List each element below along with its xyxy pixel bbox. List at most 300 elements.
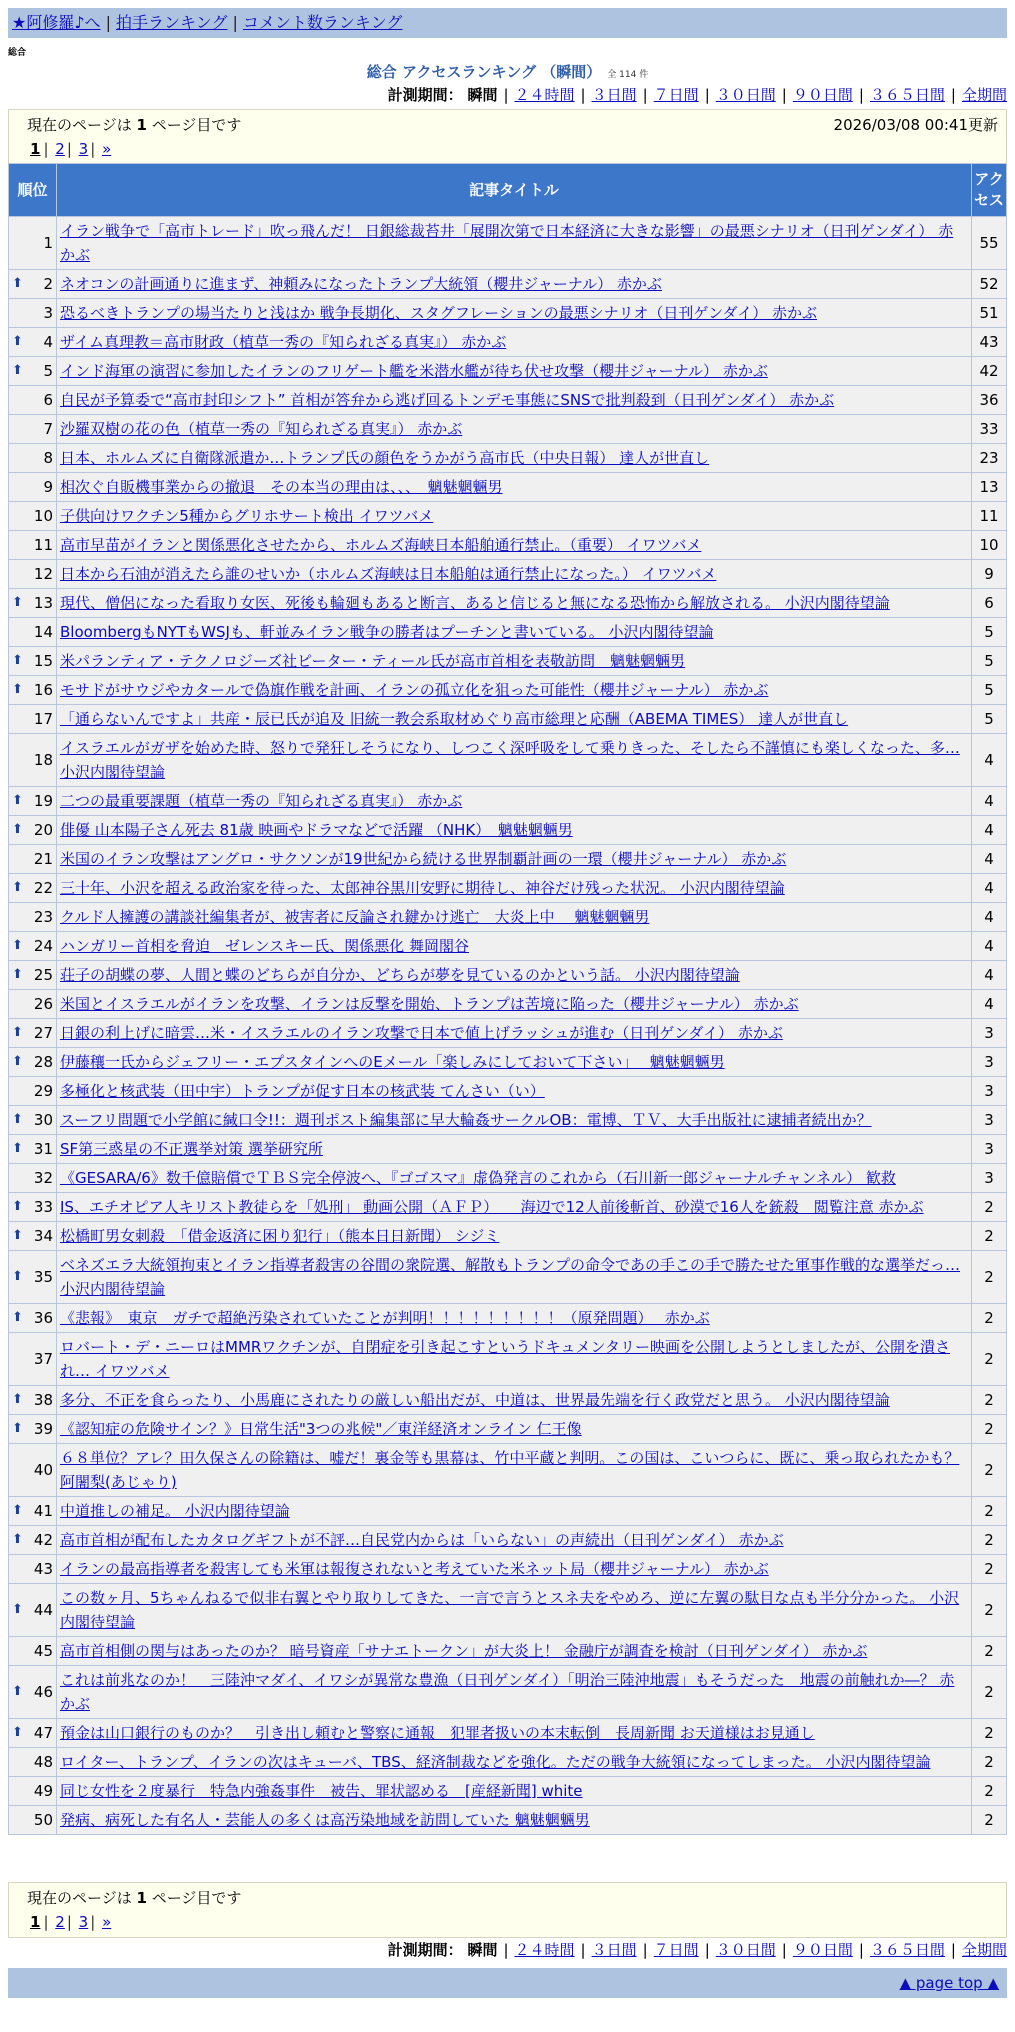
rank-cell xyxy=(9,874,57,903)
title-cell xyxy=(57,1748,972,1777)
table-row xyxy=(9,217,1007,270)
page-links: 1 | 2 | 3 | » xyxy=(30,140,112,158)
rank-number: 17 xyxy=(33,710,53,728)
access-count: 2 xyxy=(972,1333,1007,1386)
article-link[interactable]: 俳優 山本陽子さん死去 81歳 映画やドラマなどで活躍 （NHK） 魑魅魍魎男 xyxy=(60,821,573,839)
up-arrow-icon: ⬆ xyxy=(12,793,23,808)
period-link-90d[interactable]: ９０日間 xyxy=(792,86,853,104)
article-link[interactable]: イランの最高指導者を殺害しても米軍は報復されないと考えていた米ネット局（櫻井ジャーナル） 赤かぶ xyxy=(60,1560,769,1578)
article-link[interactable]: 米国とイスラエルがイランを攻撃、イランは反撃を開始、トランプは苦境に陥った（櫻井ジャーナル） 赤かぶ xyxy=(60,995,799,1013)
article-link[interactable]: 《認知症の危険サイン？》日常生活"3つの兆候"／東洋経済オンライン 仁王像 xyxy=(60,1420,582,1438)
title-cell xyxy=(57,647,972,676)
title-cell xyxy=(57,217,972,270)
rank-cell xyxy=(9,1135,57,1164)
title-cell xyxy=(57,357,972,386)
access-count: 3 xyxy=(972,1106,1007,1135)
rank-cell xyxy=(9,217,57,270)
article-link[interactable]: 沙羅双樹の花の色（植草一秀の『知られざる真実』） 赤かぶ xyxy=(60,420,463,438)
access-count: 36 xyxy=(972,386,1007,415)
title-cell xyxy=(57,1526,972,1555)
up-arrow-icon: ⬆ xyxy=(12,1503,23,1518)
rank-cell xyxy=(9,705,57,734)
rank-cell xyxy=(9,502,57,531)
title-cell xyxy=(57,1666,972,1719)
title-cell xyxy=(57,1584,972,1637)
page-link-2[interactable]: 2 xyxy=(55,140,65,158)
table-row xyxy=(9,531,1007,560)
table-row xyxy=(9,903,1007,932)
period-link-all[interactable]: 全期間 xyxy=(961,1941,1007,1959)
page-next-link[interactable]: » xyxy=(102,140,112,158)
title-cell xyxy=(57,932,972,961)
article-link[interactable]: ネオコンの計画通りに進まず、神頼みになったトランプ大統領（櫻井ジャーナル） 赤かぶ xyxy=(60,275,662,293)
article-link[interactable]: 二つの最重要課題（植草一秀の『知られざる真実』） 赤かぶ xyxy=(60,792,463,810)
article-link[interactable]: 子供向けワクチン5種からグリホサート検出 イワツバメ xyxy=(60,507,434,525)
table-row xyxy=(9,932,1007,961)
period-link-30d[interactable]: ３０日間 xyxy=(715,86,776,104)
access-count: 55 xyxy=(972,217,1007,270)
up-arrow-icon: ⬆ xyxy=(12,682,23,697)
table-row xyxy=(9,270,1007,299)
table-row xyxy=(9,1526,1007,1555)
article-link[interactable]: 自民が予算委で“高市封印シフト” 首相が答弁から逃げ回るトンデモ事態にSNSで批判殺到（日刊ゲンダイ） 赤かぶ xyxy=(60,391,835,409)
article-link[interactable]: 高市首相側の関与はあったのか？ 暗号資産「サナエトークン」が大炎上！ 金融庁が調査を検討（日刊ゲンダイ） 赤かぶ xyxy=(60,1642,868,1660)
access-count: 11 xyxy=(972,502,1007,531)
rank-number: 1 xyxy=(43,234,53,252)
article-link[interactable]: ロイター、トランプ、イランの次はキューバ、TBS、経済制裁などを強化。ただの戦争大統領になってしまった。 小沢内閣待望論 xyxy=(60,1753,931,1771)
rank-number: 33 xyxy=(33,1198,53,1216)
rank-cell xyxy=(9,328,57,357)
up-arrow-icon: ⬆ xyxy=(12,1392,23,1407)
article-link[interactable]: ハンガリー首相を脅迫 ゼレンスキー氏、関係悪化 舞岡閣谷 xyxy=(60,937,469,955)
access-count: 4 xyxy=(972,932,1007,961)
access-count: 2 xyxy=(972,1719,1007,1748)
access-count: 2 xyxy=(972,1666,1007,1719)
rank-cell xyxy=(9,1251,57,1304)
table-row xyxy=(9,1386,1007,1415)
page-link-3[interactable]: 3 xyxy=(78,140,89,158)
rank-cell xyxy=(9,1748,57,1777)
table-row xyxy=(9,1019,1007,1048)
table-header-row xyxy=(9,164,1007,217)
access-count: 2 xyxy=(972,1777,1007,1806)
rank-number: 38 xyxy=(33,1391,53,1409)
rank-number: 49 xyxy=(33,1782,53,1800)
up-arrow-icon: ⬆ xyxy=(12,363,23,378)
access-count: 33 xyxy=(972,415,1007,444)
access-count: 2 xyxy=(972,1497,1007,1526)
access-count: 3 xyxy=(972,1164,1007,1193)
table-row xyxy=(9,1666,1007,1719)
period-link-24h[interactable]: ２４時間 xyxy=(514,1941,575,1959)
article-link[interactable]: 日本から石油が消えたら誰のせいか（ホルムズ海峡は日本船舶は通行禁止になった。） イワツバメ xyxy=(60,565,717,583)
table-row xyxy=(9,845,1007,874)
table-row xyxy=(9,705,1007,734)
table-row xyxy=(9,787,1007,816)
up-arrow-icon: ⬆ xyxy=(12,653,23,668)
access-count: 5 xyxy=(972,647,1007,676)
access-count: 4 xyxy=(972,903,1007,932)
access-count: 10 xyxy=(972,531,1007,560)
rank-number: 30 xyxy=(33,1111,53,1129)
rank-cell xyxy=(9,270,57,299)
article-link[interactable]: 日銀の利上げに暗雲…米・イスラエルのイラン攻撃で日本で値上げラッシュが進む（日刊ゲンダイ） 赤かぶ xyxy=(60,1024,783,1042)
table-row xyxy=(9,328,1007,357)
table-row xyxy=(9,1251,1007,1304)
title-cell xyxy=(57,386,972,415)
nav-link-comment-ranking[interactable]: コメント数ランキング xyxy=(242,13,403,32)
page-next-link[interactable]: » xyxy=(102,1913,112,1931)
title-cell xyxy=(57,874,972,903)
table-row xyxy=(9,299,1007,328)
article-link[interactable]: 《悲報》 東京 ガチで超絶汚染されていたことが判明！！！！！！！！！（原発問題） 赤かぶ xyxy=(60,1309,710,1327)
article-link[interactable]: 米国のイラン攻撃はアングロ・サクソンが19世紀から続ける世界制覇計画の一環（櫻井ジャーナル） 赤かぶ xyxy=(60,850,787,868)
access-count: 42 xyxy=(972,357,1007,386)
up-arrow-icon: ⬆ xyxy=(12,1725,23,1740)
rank-number: 32 xyxy=(33,1169,53,1187)
table-row xyxy=(9,1048,1007,1077)
rank-number: 45 xyxy=(33,1642,53,1660)
title-cell xyxy=(57,787,972,816)
access-count: 3 xyxy=(972,1135,1007,1164)
title-cell xyxy=(57,961,972,990)
title-cell xyxy=(57,1806,972,1835)
access-count: 2 xyxy=(972,1251,1007,1304)
rank-number: 29 xyxy=(33,1082,53,1100)
access-count: 2 xyxy=(972,1637,1007,1666)
article-link[interactable]: ロバート・デ・ニーロはMMRワクチンが、自閉症を引き起こすというドキュメンタリー映画を公開しようとしましたが、公開を潰され… イワツバメ xyxy=(60,1338,950,1380)
article-link[interactable]: インド海軍の演習に参加したイランのフリゲート艦を米潜水艦が待ち伏せ攻撃（櫻井ジャーナル） 赤かぶ xyxy=(60,362,768,380)
rank-number: 42 xyxy=(33,1531,53,1549)
up-arrow-icon: ⬆ xyxy=(12,822,23,837)
article-link[interactable]: 多分、不正を食らったり、小馬鹿にされたりの厳しい船出だが、中道は、世界最先端を行く政党だと思う。 小沢内閣待望論 xyxy=(60,1391,890,1409)
rank-cell xyxy=(9,415,57,444)
rank-cell xyxy=(9,647,57,676)
title-cell xyxy=(57,1222,972,1251)
rank-number: 25 xyxy=(33,966,53,984)
period-link-7d[interactable]: ７日間 xyxy=(653,86,699,104)
rank-cell xyxy=(9,589,57,618)
table-row xyxy=(9,734,1007,787)
period-selector-bottom: 計測期間： 瞬間 | ２４時間 | ３日間 | ７日間 | ３０日間 | ９０日間 | ３６５日間 | 全期間 xyxy=(387,1941,1007,1959)
up-arrow-icon: ⬆ xyxy=(12,938,23,953)
rank-cell xyxy=(9,676,57,705)
rank-number: 24 xyxy=(33,937,53,955)
up-arrow-icon: ⬆ xyxy=(12,334,23,349)
period-selector-top: 計測期間： 瞬間 | ２４時間 | ３日間 | ７日間 | ３０日間 | ９０日間 | ３６５日間 | 全期間 xyxy=(387,86,1007,104)
up-arrow-icon: ⬆ xyxy=(12,1269,23,1284)
rank-cell xyxy=(9,1719,57,1748)
up-arrow-icon: ⬆ xyxy=(12,1025,23,1040)
title-cell xyxy=(57,1106,972,1135)
category-label: 総合 xyxy=(8,48,27,58)
page-top-link[interactable]: ▲ page top ▲ xyxy=(899,1974,999,1992)
period-link-7d[interactable]: ７日間 xyxy=(653,1941,699,1959)
table-row xyxy=(9,1077,1007,1106)
article-link[interactable]: この数ヶ月、5ちゃんねるで似非右翼とやり取りしてきた、一言で言うとスネ夫をやめろ、逆に左翼の駄目な点も半分分かった。 小沢内閣待望論 xyxy=(60,1589,960,1631)
access-count: 3 xyxy=(972,1048,1007,1077)
period-link-3d[interactable]: ３日間 xyxy=(591,86,637,104)
rank-number: 46 xyxy=(33,1683,53,1701)
up-arrow-icon: ⬆ xyxy=(12,1112,23,1127)
title-cell xyxy=(57,1164,972,1193)
access-count: 5 xyxy=(972,676,1007,705)
rank-number: 12 xyxy=(33,565,53,583)
up-arrow-icon: ⬆ xyxy=(12,1532,23,1547)
ranking-title-block xyxy=(0,62,1015,85)
table-row xyxy=(9,1415,1007,1444)
rank-number: 18 xyxy=(33,751,53,769)
article-link[interactable]: これは前兆なのか！ 三陸沖マダイ、イワシが異常な豊漁（日刊ゲンダイ）「明治三陸沖地震」もそうだった 地震の前触れか―？ 赤かぶ xyxy=(60,1671,955,1713)
table-row xyxy=(9,357,1007,386)
nav-link-asyura[interactable]: ★阿修羅♪へ xyxy=(12,13,101,32)
col-header-title: 記事タイトル xyxy=(57,164,972,217)
rank-number: 39 xyxy=(33,1420,53,1438)
rank-number: 4 xyxy=(43,333,53,351)
nav-link-clap-ranking[interactable]: 拍手ランキング xyxy=(115,13,228,32)
rank-cell xyxy=(9,1164,57,1193)
rank-cell xyxy=(9,1777,57,1806)
access-count: 4 xyxy=(972,787,1007,816)
access-count: 2 xyxy=(972,1555,1007,1584)
title-cell xyxy=(57,328,972,357)
title-cell xyxy=(57,1777,972,1806)
table-row xyxy=(9,386,1007,415)
period-link-90d[interactable]: ９０日間 xyxy=(792,1941,853,1959)
nav-separator: | xyxy=(232,13,238,32)
table-row xyxy=(9,874,1007,903)
rank-cell xyxy=(9,816,57,845)
rank-number: 3 xyxy=(43,304,53,322)
title-cell xyxy=(57,1251,972,1304)
updated-timestamp: 2026/03/08 00:41更新 xyxy=(833,116,998,134)
table-row xyxy=(9,1444,1007,1497)
article-link[interactable]: スーフリ問題で小学館に緘口令!!：週刊ポスト編集部に早大輪姦サークルOB：電博、ＴＶ、大手出版社に逮捕者続出か？ xyxy=(60,1111,872,1129)
current-page-text: 現在のページは 1 ページ目です xyxy=(27,1889,242,1907)
article-link[interactable]: 松橋町男女刺殺 「借金返済に困り犯行」（熊本日日新聞） シジミ xyxy=(60,1227,500,1245)
access-count: 4 xyxy=(972,990,1007,1019)
rank-number: 43 xyxy=(33,1560,53,1578)
access-count: 43 xyxy=(972,328,1007,357)
rank-cell xyxy=(9,1106,57,1135)
rank-cell xyxy=(9,531,57,560)
total-count: 全 114 件 xyxy=(607,70,649,80)
up-arrow-icon: ⬆ xyxy=(12,1228,23,1243)
rank-cell xyxy=(9,357,57,386)
access-count: 3 xyxy=(972,1019,1007,1048)
title-cell xyxy=(57,1193,972,1222)
rank-cell xyxy=(9,1193,57,1222)
title-cell xyxy=(57,1555,972,1584)
period-link-24h[interactable]: ２４時間 xyxy=(514,86,575,104)
table-row xyxy=(9,1193,1007,1222)
table-row xyxy=(9,560,1007,589)
rank-number: 26 xyxy=(33,995,53,1013)
rank-number: 8 xyxy=(43,449,53,467)
up-arrow-icon: ⬆ xyxy=(12,1054,23,1069)
period-current: 瞬間 xyxy=(467,1941,498,1959)
rank-cell xyxy=(9,1304,57,1333)
article-link[interactable]: クルド人擁護の講談社編集者が、被害者に反論され鍵かけ逃亡 大炎上中 魑魅魍魎男 xyxy=(60,908,650,926)
article-link[interactable]: ６８単位？アレ？田久保さんの除籍は、嘘だ！裏金等も黒幕は、竹中平蔵と判明。この国は、こいつらに、既に、乗っ取られたかも？ 阿闍梨(あじゃり) xyxy=(60,1449,960,1491)
top-nav-bar xyxy=(8,8,1007,38)
up-arrow-icon: ⬆ xyxy=(12,1684,23,1699)
table-row xyxy=(9,1164,1007,1193)
table-row xyxy=(9,961,1007,990)
title-cell xyxy=(57,270,972,299)
table-row xyxy=(9,444,1007,473)
article-link[interactable]: 《GESARA/6》数千億賠償でＴＢＳ完全停波へ、『ゴゴスマ』虚偽発言のこれから（石川新一郎ジャーナルチャンネル） 歓救 xyxy=(60,1169,896,1187)
article-link[interactable]: 現代、僧侶になった看取り女医、死後も輪廻もあると断言、あると信じると無になる恐怖から解放される。 小沢内閣待望論 xyxy=(60,594,890,612)
rank-cell xyxy=(9,1333,57,1386)
rank-cell xyxy=(9,932,57,961)
table-row xyxy=(9,1222,1007,1251)
page-link-3[interactable]: 3 xyxy=(78,1913,89,1931)
rank-number: 50 xyxy=(33,1811,53,1829)
title-cell xyxy=(57,903,972,932)
article-link[interactable]: 多極化と核武装（田中宇）トランプが促す日本の核武装 てんさい（い） xyxy=(60,1082,545,1100)
rank-cell xyxy=(9,473,57,502)
access-count: 4 xyxy=(972,816,1007,845)
title-cell xyxy=(57,1637,972,1666)
current-page-text: 現在のページは 1 ページ目です xyxy=(27,116,242,134)
period-label: 計測期間： xyxy=(387,86,463,104)
rank-number: 7 xyxy=(43,420,53,438)
table-row xyxy=(9,415,1007,444)
rank-number: 6 xyxy=(43,391,53,409)
article-link[interactable]: モサドがサウジやカタールで偽旗作戦を計画、イランの孤立化を狙った可能性（櫻井ジャーナル） 赤かぶ xyxy=(60,681,769,699)
access-count: 2 xyxy=(972,1222,1007,1251)
article-link[interactable]: SF第三惑星の不正選挙対策 選挙研究所 xyxy=(60,1140,323,1158)
col-header-access: アクセス xyxy=(972,164,1007,217)
article-link[interactable]: 同じ女性を２度暴行 特急内強姦事件 被告、罪状認める [産経新聞] white xyxy=(60,1782,583,1800)
rank-number: 13 xyxy=(33,594,53,612)
access-count: 52 xyxy=(972,270,1007,299)
article-link[interactable]: 中道推しの補足。 小沢内閣待望論 xyxy=(60,1502,290,1520)
article-link[interactable]: ベネズエラ大統領拘束とイラン指導者殺害の谷間の衆院選、解散もトランプの命令であの手この手で勝たせた軍事作戦的な選挙だっ… 小沢内閣待望論 xyxy=(60,1256,961,1298)
title-cell xyxy=(57,531,972,560)
table-row xyxy=(9,647,1007,676)
col-header-rank: 順位 xyxy=(9,164,57,217)
article-link[interactable]: 恐るべきトランプの場当たりと浅はか 戦争長期化、スタグフレーションの最悪シナリオ（日刊ゲンダイ） 赤かぶ xyxy=(60,304,817,322)
rank-number: 47 xyxy=(33,1724,53,1742)
table-row xyxy=(9,618,1007,647)
access-count: 3 xyxy=(972,1077,1007,1106)
up-arrow-icon: ⬆ xyxy=(12,1310,23,1325)
up-arrow-icon: ⬆ xyxy=(12,1199,23,1214)
article-link[interactable]: 三十年、小沢を超える政治家を待った、太郎神谷黒川安野に期待し、神谷だけ残った状況。 小沢内閣待望論 xyxy=(60,879,785,897)
article-link[interactable]: イラン戦争で「高市トレード」吹っ飛んだ！ 日銀総裁苔井「展開次第で日本経済に大きな影響」の最悪シナリオ（日刊ゲンダイ） 赤かぶ xyxy=(60,222,954,264)
title-cell xyxy=(57,1333,972,1386)
table-row xyxy=(9,1777,1007,1806)
rank-cell xyxy=(9,618,57,647)
nav-separator: | xyxy=(105,13,111,32)
rank-number: 21 xyxy=(33,850,53,868)
rank-cell xyxy=(9,1048,57,1077)
article-link[interactable]: 発病、病死した有名人・芸能人の多くは高汚染地域を訪問していた 魑魅魍魎男 xyxy=(60,1811,590,1829)
ranking-table xyxy=(8,163,1007,1835)
article-link[interactable]: BloombergもNYTもWSJも、軒並みイラン戦争の勝者はプーチンと書いている。 小沢内閣待望論 xyxy=(60,623,714,641)
table-row xyxy=(9,1304,1007,1333)
access-count: 51 xyxy=(972,299,1007,328)
period-link-all[interactable]: 全期間 xyxy=(961,86,1007,104)
rank-number: 40 xyxy=(33,1461,53,1479)
title-cell xyxy=(57,444,972,473)
table-row xyxy=(9,816,1007,845)
title-cell xyxy=(57,1135,972,1164)
title-cell xyxy=(57,816,972,845)
table-row xyxy=(9,1719,1007,1748)
period-link-365d[interactable]: ３６５日間 xyxy=(869,86,945,104)
table-row xyxy=(9,1106,1007,1135)
table-row xyxy=(9,473,1007,502)
access-count: 6 xyxy=(972,589,1007,618)
article-link[interactable]: 米パランティア・テクノロジーズ社ピーター・ティール氏が高市首相を表敬訪問 魑魅魍魎男 xyxy=(60,652,686,670)
up-arrow-icon: ⬆ xyxy=(12,1421,23,1436)
rank-number: 19 xyxy=(33,792,53,810)
table-row xyxy=(9,1584,1007,1637)
article-link[interactable]: 荘子の胡蝶の夢、人間と蝶のどちらが自分か、どちらが夢を見ているのかという話。 小沢内閣待望論 xyxy=(60,966,740,984)
page-current: 1 xyxy=(30,1913,41,1931)
table-row xyxy=(9,502,1007,531)
title-cell xyxy=(57,560,972,589)
article-link[interactable]: 伊藤穰一氏からジェフリー・エプスタインへのEメール「楽しみにしておいて下さい」 魑魅魍魎男 xyxy=(60,1053,725,1071)
title-cell xyxy=(57,1386,972,1415)
rank-cell xyxy=(9,1555,57,1584)
article-link[interactable]: 日本、ホルムズに自衛隊派遣か…トランプ氏の顔色をうかがう高市氏（中央日報） 達人が世直し xyxy=(60,449,710,467)
article-link[interactable]: 「通らないんですよ」共産・辰已氏が追及 旧統一教会系取材めぐり高市総理と応酬（ABEMA TIMES） 達人が世直し xyxy=(60,710,849,728)
access-count: 5 xyxy=(972,705,1007,734)
title-cell xyxy=(57,990,972,1019)
article-link[interactable]: 高市早苗がイランと関係悪化させたから、ホルムズ海峡日本船舶通行禁止。（重要） イワツバメ xyxy=(60,536,702,554)
article-link[interactable]: イスラエルがガザを始めた時、怒りで発狂しそうになり、しつこく深呼吸をして乗りきった、そしたら不謹慎にも楽しくなった、多… 小沢内閣待望論 xyxy=(60,739,960,781)
rank-number: 10 xyxy=(33,507,53,525)
access-count: 2 xyxy=(972,1584,1007,1637)
table-row xyxy=(9,990,1007,1019)
access-count: 2 xyxy=(972,1193,1007,1222)
rank-number: 2 xyxy=(43,275,53,293)
access-count: 2 xyxy=(972,1748,1007,1777)
rank-number: 37 xyxy=(33,1350,53,1368)
access-count: 4 xyxy=(972,874,1007,903)
period-link-30d[interactable]: ３０日間 xyxy=(715,1941,776,1959)
table-row xyxy=(9,589,1007,618)
page-link-2[interactable]: 2 xyxy=(55,1913,65,1931)
article-link[interactable]: 高市首相が配布したカタログギフトが不評…自民党内からは「いらない」の声続出（日刊ゲンダイ） 赤かぶ xyxy=(60,1531,784,1549)
rank-cell xyxy=(9,444,57,473)
access-count: 2 xyxy=(972,1526,1007,1555)
table-row xyxy=(9,1555,1007,1584)
title-cell xyxy=(57,1719,972,1748)
title-cell xyxy=(57,1497,972,1526)
rank-cell xyxy=(9,386,57,415)
pager-top xyxy=(8,109,1007,165)
period-link-3d[interactable]: ３日間 xyxy=(591,1941,637,1959)
title-cell xyxy=(57,1077,972,1106)
access-count: 13 xyxy=(972,473,1007,502)
title-cell xyxy=(57,502,972,531)
rank-cell xyxy=(9,1386,57,1415)
article-link[interactable]: 相次ぐ自販機事業からの撤退 その本当の理由は、、、 魑魅魍魎男 xyxy=(60,478,503,496)
article-link[interactable]: IS、エチオピア人キリスト教徒らを「処刑」 動画公開（ＡＦＰ） 海辺で12人前後斬首、砂漠で16人を銃殺 閲覧注意 赤かぶ xyxy=(60,1198,924,1216)
article-link[interactable]: ザイム真理教＝高市財政（植草一秀の『知られざる真実』） 赤かぶ xyxy=(60,333,507,351)
rank-number: 23 xyxy=(33,908,53,926)
title-cell xyxy=(57,415,972,444)
rank-cell xyxy=(9,990,57,1019)
footer-bar xyxy=(8,1968,1007,1998)
period-link-365d[interactable]: ３６５日間 xyxy=(869,1941,945,1959)
article-link[interactable]: 預金は山口銀行のものか？ 引き出し頼むと警察に通報 犯罪者扱いの本末転倒 長周新聞 お天道様はお見通し xyxy=(60,1724,815,1742)
